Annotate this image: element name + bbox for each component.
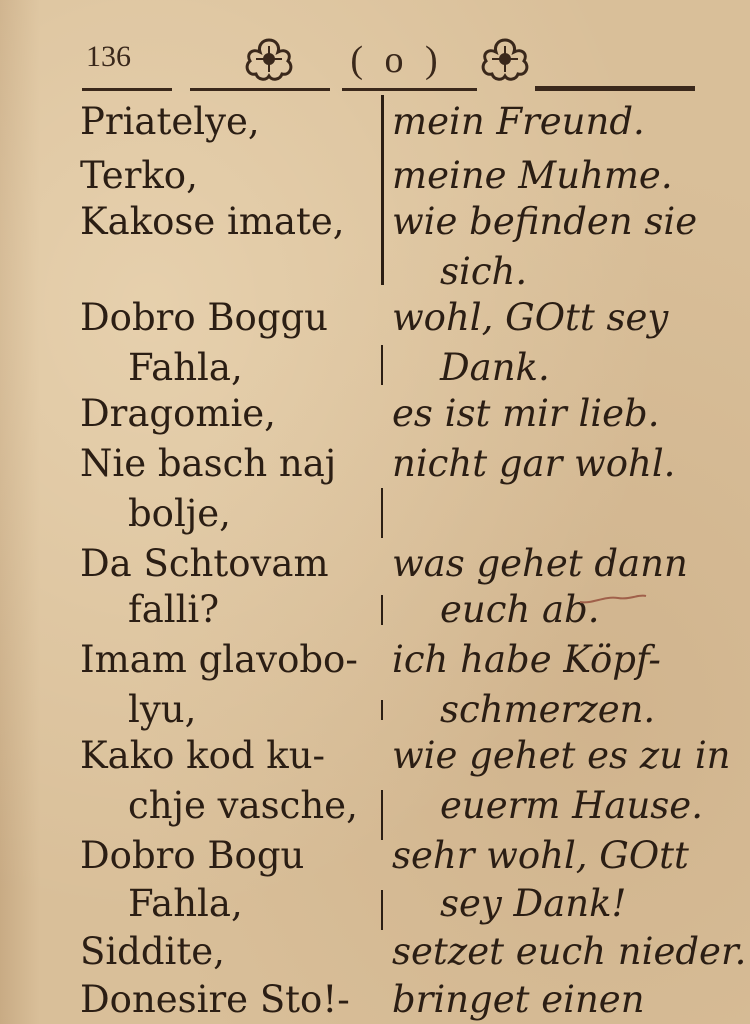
german-translation: setzet euch nieder. [392,930,747,973]
german-translation: mein Freund. [392,100,645,143]
german-translation-continued: euerm Hause. [440,784,703,827]
header-rule [190,88,330,91]
german-translation-continued: sich. [440,250,528,293]
german-translation: wie gehet es zu in [392,734,731,777]
german-translation: wie befinden sie [392,200,698,243]
croatian-term: Donesire Sto!- [80,978,350,1021]
header-rule [535,86,695,91]
header-rule [82,88,172,91]
german-translation: sehr wohl, GOtt [392,834,689,877]
croatian-term-continued: lyu, [128,688,197,731]
croatian-term-continued: Fahla, [128,346,243,389]
page-header [80,30,700,92]
column-divider [381,95,384,285]
croatian-term: Terko, [80,154,198,197]
ink-squiggle [578,590,648,610]
fleuron-ornament-icon [242,34,296,84]
croatian-term: Sidditе, [80,930,225,973]
german-translation-continued: schmerzen. [440,688,656,731]
german-translation-continued: sey Dank! [440,882,627,925]
croatian-term: Kakose imate, [80,200,345,243]
header-rule [342,88,477,91]
croatian-term: Priatelye, [80,100,260,143]
croatian-term: Dragomie, [80,392,276,435]
croatian-term: Kako kod ku- [80,734,326,777]
german-translation: ich habe Köpf- [392,638,661,681]
croatian-term: Dobro Bogu [80,834,305,877]
croatian-term: Imam glavobo- [80,638,358,681]
croatian-term-continued: bolje, [128,492,231,535]
german-translation: was gehet dann [392,542,688,585]
croatian-term-continued: Fahla, [128,882,243,925]
german-translation: es ist mir lieb. [392,392,660,435]
german-translation-continued: Dank. [440,346,550,389]
croatian-term: Dobro Boggu [80,296,329,339]
croatian-term: Da Schtovam [80,542,329,585]
german-translation: bringet einen [392,978,645,1021]
german-translation: meine Muhme. [392,154,673,197]
german-translation-continued: euch ab. [440,588,600,631]
german-translation: nicht gar wohl. [392,442,676,485]
header-center-mark: ( o ) [350,39,444,81]
page-number: 136 [86,40,131,73]
croatian-term-continued: falli? [128,588,220,631]
croatian-term: Nie basch naj [80,442,337,485]
fleuron-ornament-icon [478,34,532,84]
croatian-term-continued: chje vasche, [128,784,358,827]
german-translation: wohl, GOtt sey [392,296,669,339]
